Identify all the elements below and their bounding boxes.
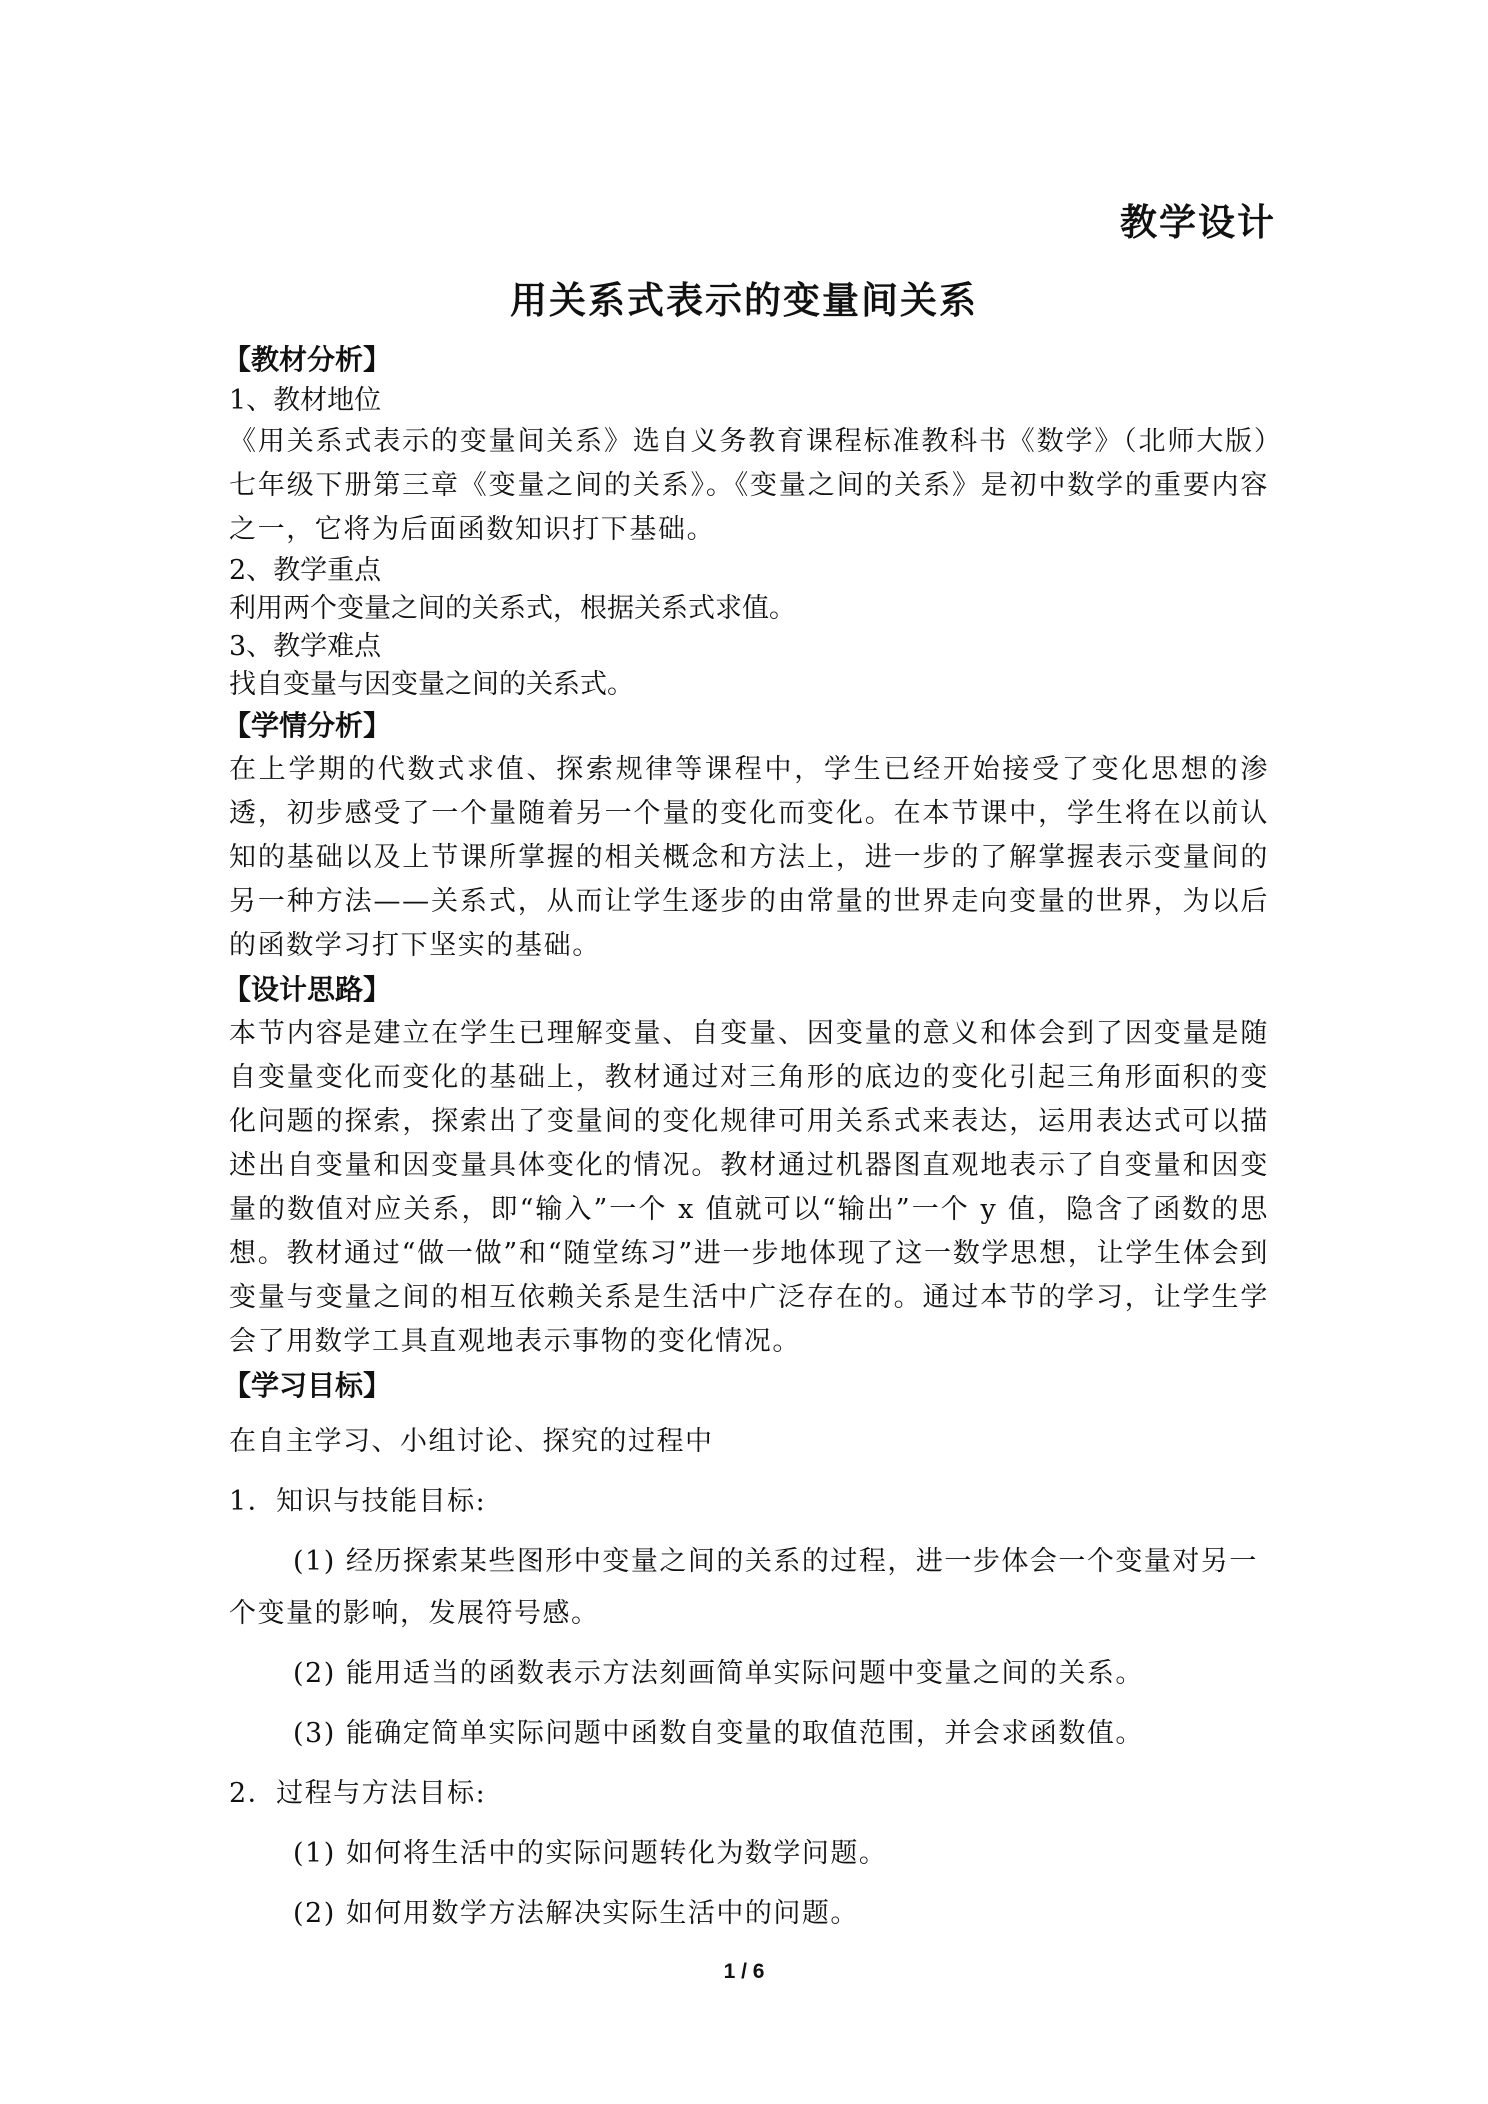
goal-2-item-2: (2) 如何用数学方法解决实际生活中的问题。 xyxy=(293,1898,859,1929)
goal-1-item-1: (1) 经历探索某些图形中变量之间的关系的过程，进一步体会一个变量对另一个变量的影响，发展符号感。 xyxy=(229,1546,1258,1629)
goal-2-item-1: (1) 如何将生活中的实际问题转化为数学问题。 xyxy=(293,1838,888,1869)
design-paragraph: 本节内容是建立在学生已理解变量、自变量、因变量的意义和体会到了因变量是随自变量变化而变化的基础上，教材通过对三角形的底边的变化引起三角形面积的变化问题的探索，探索出了变量间的变化规律可用关系式来表达，运用表达式可以描述出自变量和因变量具体变化的情况。教材通过机器图直观地表示了自变量和因变量的数值对应关系，即“输入”一个 x 值就可以“输出”一个 y 值，隐含了函数的思想。教材通过“做一做”和“随堂练习”进一步地体现了这一数学思想，让学生体会到变量与变量之间的相互依赖关系是生活中广泛存在的。通过本节的学习，让学生学会了用数学工具直观地表示事物的变化情况。 xyxy=(229,1018,1269,1357)
goal-1-title: 1．知识与技能目标: xyxy=(229,1486,487,1517)
material-item3-title: 3、教学难点 xyxy=(229,631,382,662)
goal-1-item-3: (3) 能确定简单实际问题中函数自变量的取值范围，并会求函数值。 xyxy=(293,1718,1144,1749)
section-heading-goals: 【学习目标】 xyxy=(223,1369,392,1402)
material-item1-title: 1、教材地位 xyxy=(229,385,382,416)
material-item3-text: 找自变量与因变量之间的关系式。 xyxy=(229,669,634,700)
students-paragraph: 在上学期的代数式求值、探索规律等课程中，学生已经开始接受了变化思想的渗透，初步感受了一个量随着另一个量的变化而变化。在本节课中，学生将在以前认知的基础以及上节课所掌握的相关概念和方法上，进一步的了解掌握表示变量间的另一种方法——关系式，从而让学生逐步的由常量的世界走向变量的世界，为以后的函数学习打下坚实的基础。 xyxy=(229,754,1269,961)
section-heading-design: 【设计思路】 xyxy=(223,973,392,1006)
material-item2-text: 利用两个变量之间的关系式，根据关系式求值。 xyxy=(229,593,796,624)
goal-2-title: 2．过程与方法目标: xyxy=(229,1778,487,1809)
section-heading-material: 【教材分析】 xyxy=(223,343,392,376)
material-item2-title: 2、教学重点 xyxy=(229,555,382,586)
goals-intro: 在自主学习、小组讨论、探究的过程中 xyxy=(229,1426,714,1457)
page-number: 1 / 6 xyxy=(723,1960,765,1983)
document-title: 用关系式表示的变量间关系 xyxy=(510,279,978,322)
material-item1-text: 《用关系式表示的变量间关系》选自义务教育课程标准教科书《数学》（北师大版）七年级下册第三章《变量之间的关系》。《变量之间的关系》是初中数学的重要内容之一，它将为后面函数知识打下基础。 xyxy=(229,426,1269,545)
document-body xyxy=(223,338,1269,1940)
goal-1-item-2: (2) 能用适当的函数表示方法刻画简单实际问题中变量之间的关系。 xyxy=(293,1658,1144,1689)
section-heading-students: 【学情分析】 xyxy=(223,709,392,742)
page-header: 教学设计 xyxy=(1120,201,1276,244)
